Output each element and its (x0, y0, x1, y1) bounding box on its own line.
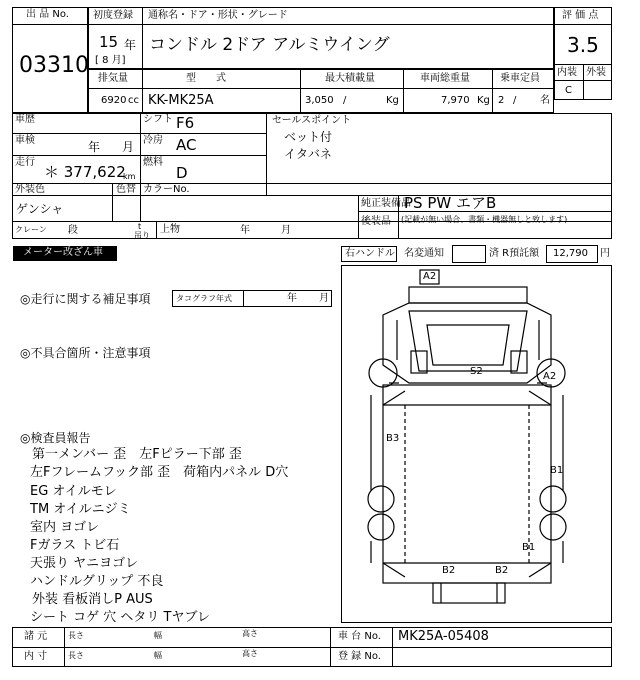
exterior-grade-label: 外装 (586, 67, 606, 78)
fuel-label: 燃料 (143, 157, 163, 168)
gross-weight-label: 車両総重量 (420, 73, 470, 84)
shaken-year-unit: 年 (88, 140, 101, 154)
truck-outline (341, 265, 612, 623)
meter-tampered-tag: メーター改ざん車 (13, 246, 117, 261)
after-market-note: (記載が無い場合、書類・機器無しと致します) (401, 215, 568, 224)
name-change-label: 名変通知 (404, 248, 444, 259)
inspector-line: EG オイルモレ (30, 484, 117, 499)
recycle-label: 済 R預託額 (489, 248, 540, 259)
crane-lift-unit: 吊り (134, 231, 150, 240)
inspector-line: 天張り ヤニヨゴレ (30, 556, 139, 571)
interior-grade: C (565, 85, 572, 96)
score-label: 評 価 点 (562, 10, 599, 21)
max-load-unit: Kg (386, 95, 399, 106)
lift-year-unit: 年 (240, 225, 250, 236)
lift-month-unit: 月 (281, 225, 291, 236)
length-label-1: 長さ (68, 631, 84, 640)
specs-footer-label: 諸 元 (24, 631, 48, 642)
gross-weight-unit: Kg (477, 95, 490, 106)
score-value: 3.5 (567, 33, 599, 57)
recycle-unit: 円 (600, 248, 610, 259)
max-load-value: 3,050 (305, 95, 334, 106)
width-label-1: 幅 (154, 631, 162, 640)
crane-stage-unit: 段 (68, 225, 78, 236)
inner-size-label: 内 寸 (24, 651, 48, 662)
lot-number-label: 出 品 No. (26, 9, 69, 20)
damage-mark-left-body: B3 (386, 433, 400, 444)
max-load-label: 最大積載量 (325, 73, 375, 84)
fuel-value: D (176, 164, 188, 182)
exterior-color-value: ゲンシャ (16, 202, 64, 216)
crane-label: クレーン (15, 225, 47, 234)
registration-year-unit: 年 (124, 38, 137, 52)
inspector-line: 外装 看板消しP AUS (32, 592, 153, 607)
color-change-label: 色替 (116, 184, 136, 195)
mileage-label: 走行 (15, 157, 35, 168)
displacement-unit: cc (128, 95, 139, 106)
capacity-value: 2 (498, 95, 505, 106)
lot-number: 03310 (19, 53, 89, 78)
inspector-title: ◎検査員報告 (20, 431, 91, 445)
lift-label: 上物 (160, 224, 180, 235)
displacement-value: 6920 (101, 95, 127, 106)
capacity-label: 乗車定員 (500, 73, 540, 84)
mileage-unit: km (123, 172, 136, 181)
shaken-month-unit: 月 (122, 140, 135, 154)
sales-point-2: イタバネ (284, 147, 332, 161)
defects-title: ◎不具合箇所・注意事項 (20, 346, 151, 360)
vehicle-name: コンドル 2ドア アルミウイング (149, 35, 390, 55)
chassis-no-label: 車 台 No. (338, 631, 381, 642)
sales-point-1: ベット付 (284, 130, 333, 144)
damage-mark-rear-left: B2 (442, 565, 456, 576)
width-label-2: 幅 (154, 651, 162, 660)
after-market-label: 後装品 (361, 216, 391, 227)
vehicle-name-label: 通称名・ドア・形状・グレード (148, 10, 288, 21)
inspector-line: TM オイルニジミ (30, 502, 131, 517)
registration-no-label: 登 録 No. (338, 651, 381, 662)
equipment-label: 純正装備品 (361, 198, 411, 209)
damage-mark-right-body: B1 (550, 465, 564, 476)
inspector-line: 左Fフレームフック部 歪 荷箱内パネル D穴 (30, 465, 289, 480)
tachograph-box: タコグラフ年式 年 月 (172, 290, 332, 307)
equipment-value: PS PW エアB (404, 194, 497, 212)
displacement-label: 排気量 (98, 73, 128, 84)
ac-label: 冷房 (143, 135, 163, 146)
damage-mark-rear-right: B2 (495, 565, 509, 576)
inspector-line: 第一メンバー 歪 左Fピラー下部 歪 (32, 447, 242, 462)
inspector-line: ハンドルグリップ 不良 (30, 574, 164, 589)
first-registration-label: 初度登録 (93, 10, 133, 21)
shift-value: F6 (176, 114, 195, 132)
gross-weight-value: 7,970 (441, 95, 470, 106)
length-label-2: 長さ (68, 651, 84, 660)
inspector-line: Fガラス トビ石 (30, 538, 120, 553)
chassis-no-value: MK25A-05408 (398, 629, 489, 644)
mileage-value: ＊ 377,622 (44, 163, 126, 181)
recycle-amount-box: 12,790 (546, 245, 598, 263)
ac-value: AC (176, 136, 197, 154)
exterior-color-label: 外装色 (15, 184, 45, 195)
shift-label: シフト (143, 114, 173, 125)
inspector-line: シート コゲ 穴 ヘタリ Tヤブレ (30, 610, 210, 625)
registration-month: [ 8 月] (95, 55, 126, 66)
damage-mark-front: A2 (423, 271, 437, 282)
height-label-1: 高さ (242, 629, 258, 638)
model-value: KK-MK25A (148, 93, 214, 108)
model-label: 型 式 (186, 73, 226, 84)
handle-side: 右ハンドル (341, 246, 397, 262)
name-change-box (452, 245, 486, 263)
interior-grade-label: 内装 (557, 67, 577, 78)
sales-point-label: セールスポイント (272, 115, 352, 126)
registration-year: 15 (99, 33, 119, 51)
capacity-unit: 名 (540, 95, 550, 106)
damage-mark-right-front: A2 (543, 371, 557, 382)
supplement-title: ◎走行に関する補足事項 (20, 292, 151, 306)
history-label: 車歴 (15, 114, 35, 125)
height-label-2: 高さ (242, 649, 258, 658)
shaken-label: 車検 (15, 135, 35, 146)
damage-mark-right-rear: B1 (522, 542, 536, 553)
damage-mark-cab-glass: S2 (470, 366, 483, 377)
inspector-line: 室内 ヨゴレ (30, 520, 100, 535)
capacity-slash: / (513, 95, 517, 106)
color-code-label: カラーNo. (143, 184, 190, 195)
max-load-slash: / (343, 95, 347, 106)
crane-ton-unit: t (138, 222, 142, 231)
